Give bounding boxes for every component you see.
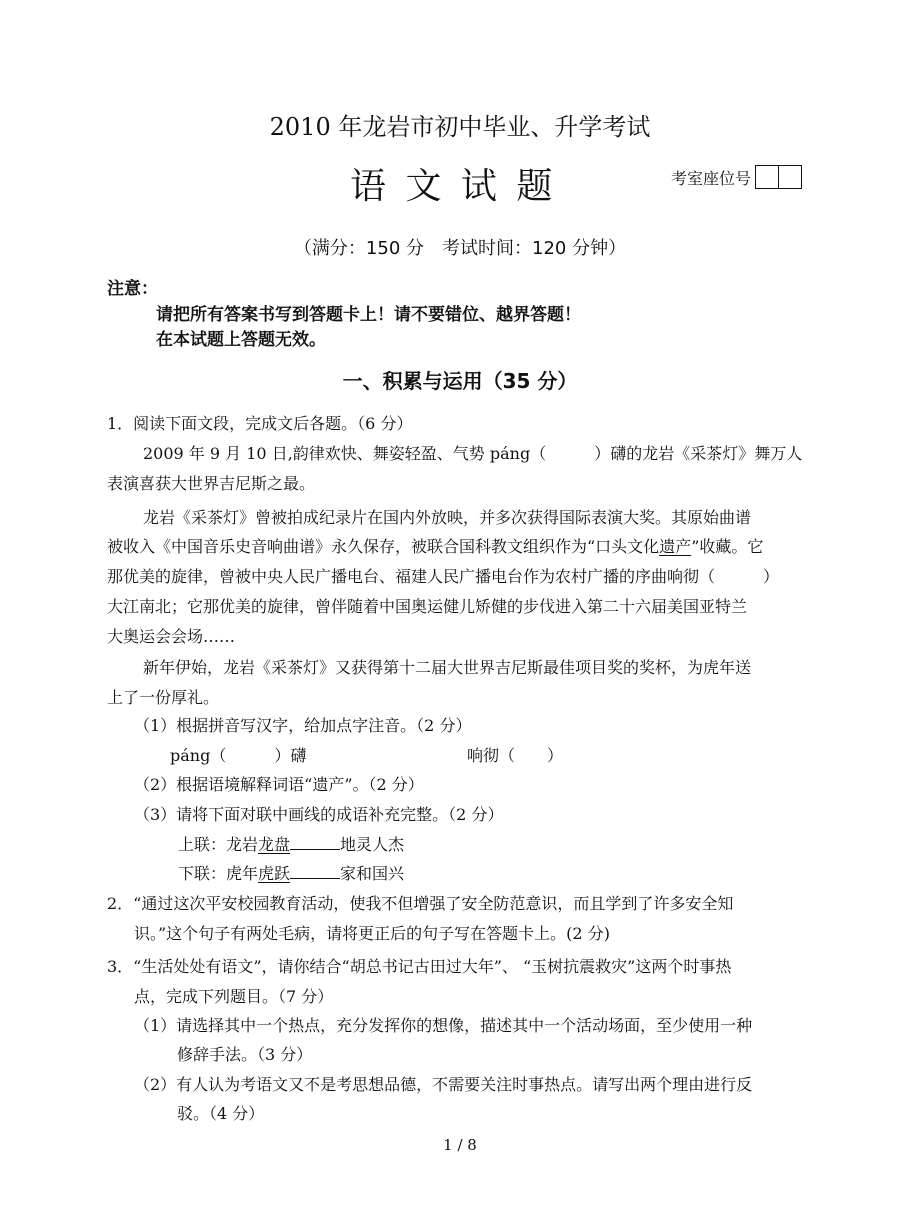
exam-info: （满分：150 分 考试时间：120 分钟） [293,238,627,259]
fill-blank [290,835,340,850]
seat-box [755,165,779,189]
notice-line-2: 在本试题上答题无效。 [156,330,326,350]
q3-sub1-line-1: （1）请选择其中一个热点，充分发挥你的想像，描述其中一个活动场面，至少使用一种 [134,1016,753,1035]
seat-label: 考室座位号 [671,168,752,188]
q2-line-1: 2．“通过这次平安校园教育活动，使我不但增强了安全防范意识，而且学到了许多安全知 [107,894,734,913]
text-run: 地灵人杰 [340,835,405,854]
q1-stem: 1．阅读下面文段，完成文后各题。（6 分） [107,414,413,433]
q1-para-line: 上了一份厚礼。 [107,688,220,707]
section-title: 一、积累与运用（35 分） [342,369,578,393]
q1-para-line [107,534,763,557]
q1-para-line: 龙岩《采茶灯》曾被拍成纪录片在国内外放映，并多次获得国际表演大奖。其原始曲谱 [143,508,752,527]
q1-sub1-blank-a: páng（ ）礴 [170,746,307,765]
seat-box [779,165,802,189]
q1-sub1: （1）根据拼音写汉字，给加点字注音。（2 分） [134,716,472,735]
q1-sub3: （3）请将下面对联中画线的成语补充完整。（2 分） [134,805,504,824]
underlined-word: 虎跃 [258,864,291,883]
couplet-upper [178,832,404,855]
q3-sub2-line-1: （2）有人认为考语文又不是考思想品德，不需要关注时事热点。请写出两个理由进行反 [134,1075,753,1094]
underlined-word: 遗产 [659,537,692,556]
q1-para-line: 那优美的旋律，曾被中央人民广播电台、福建人民广播电台作为农村广播的序曲响彻（ ） [107,567,780,586]
exam-title: 2010 年龙岩市初中毕业、升学考试 [269,113,651,141]
q1-para-line: 大江南北；它那优美的旋律，曾伴随着中国奥运健儿矫健的步伐进入第二十六届美国亚特兰 [107,597,748,616]
q1-sub1-blank-b: 响彻（ ） [467,746,564,765]
seat-boxes [755,165,802,189]
seat-number [671,165,802,189]
q1-para-line: 表演喜获大世界吉尼斯之最。 [107,474,316,493]
text-run: 被收入《中国音乐史音响曲谱》永久保存，被联合国科教文组织作为“口头文化 [107,537,660,556]
q1-para-line: 2009 年 9 月 10 日,韵律欢快、舞姿轻盈、气势 páng（ ）礴的龙岩《采茶灯》舞万人 [143,444,803,463]
text-run: 家和国兴 [340,864,405,883]
q1-para-line: 大奥运会会场…… [107,627,236,646]
q3-sub2-line-2: 驳。（4 分） [177,1104,265,1123]
text-run: ”收藏。它 [691,537,764,556]
subject-title: 语 文 试 题 [350,166,557,207]
notice-line-1: 请把所有答案书写到答题卡上！请不要错位、越界答题！ [156,305,581,325]
q3-line-1: 3．“生活处处有语文”，请你结合“胡总书记古田过大年”、 “玉树抗震救灾”这两个时事热 [107,957,732,976]
notice-label: 注意： [107,279,158,299]
q3-sub1-line-2: 修辞手法。（3 分） [177,1045,313,1064]
page-number: 1 / 8 [443,1136,477,1154]
fill-blank [290,864,340,879]
q1-para-line: 新年伊始，龙岩《采茶灯》又获得第十二届大世界吉尼斯最佳项目奖的奖杯，为虎年送 [143,658,752,677]
q1-sub2: （2）根据语境解释词语“遗产”。（2 分） [134,775,424,794]
q2-line-2: 识。”这个句子有两处毛病，请将更正后的句子写在答题卡上。(2 分) [134,924,610,943]
text-run: 下联：虎年 [178,864,259,883]
q3-line-2: 点，完成下列题目。（7 分） [134,987,334,1006]
text-run: 上联：龙岩 [178,835,259,854]
underlined-word: 龙盘 [258,835,291,854]
couplet-lower [178,861,404,884]
